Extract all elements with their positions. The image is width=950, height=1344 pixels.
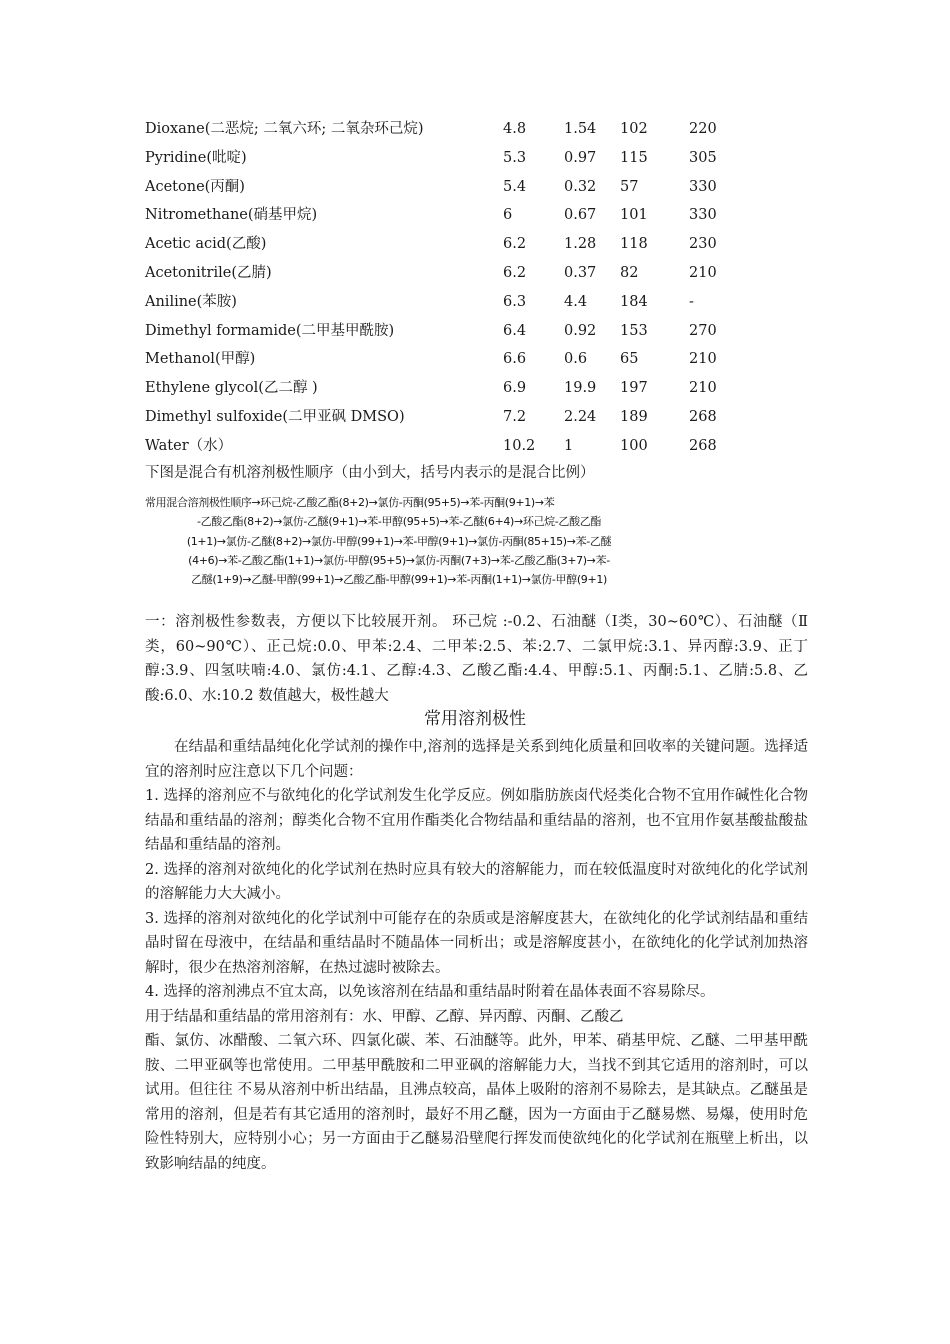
polarity-value: 6.9 <box>503 380 527 397</box>
polarity-value: 4.8 <box>503 121 527 137</box>
uv-cutoff-value: 230 <box>689 236 717 253</box>
point-1-paragraph: 1. 选择的溶剂应不与欲纯化的化学试剂发生化学反应。例如脂肪族卤代烃类化合物不宜用作碱性化合物结晶和重结晶的溶剂；醇类化合物不宜用作酯类化合物结晶和重结晶的溶剂，也不宜用作氨基酸盐酸盐结晶和重结晶的溶剂。 <box>145 788 808 853</box>
solvent-name: Ethylene glycol(乙二醇 ) <box>145 380 318 397</box>
viscosity-value: 0.37 <box>564 264 597 281</box>
polarity-value: 6.4 <box>503 322 527 339</box>
viscosity-value: 0.92 <box>564 322 597 339</box>
solvent-name: Aniline(苯胺) <box>145 293 237 310</box>
section-title: 常用溶剂极性 <box>424 709 526 729</box>
polarity-value: 6 <box>503 207 513 224</box>
solvent-name: Dimethyl formamide(二甲基甲酰胺) <box>145 322 395 339</box>
polarity-value: 7.2 <box>503 408 527 425</box>
mixed-order-line: 乙醚(1+9)→乙醚-甲醇(99+1)→乙酸乙酯-甲醇(99+1)→苯-丙酮(1+1)→氯仿-甲醇(9+1) <box>191 573 607 587</box>
mixed-order-line: (4+6)→苯-乙酸乙酯(1+1)→氯仿-甲醇(95+5)→氯仿-丙酮(7+3)→苯-乙酸乙酯(3+7)→苯- <box>188 553 610 567</box>
boiling-point-value: 197 <box>620 380 648 397</box>
common-solvents-paragraph: 酯、氯仿、冰醋酸、二氧六环、四氯化碳、苯、石油醚等。此外，甲苯、硝基甲烷、乙醚、二甲基甲酰胺、二甲亚砜等也常使用。二甲基甲酰胺和二甲亚砜的溶解能力大，当找不到其它适用的溶剂时，可以试用。但往往 不易从溶剂中析出结晶，且沸点较高，晶体上吸附的溶剂不易除去，是其缺点。乙醚虽是常用的溶剂，但是若有其它适用的溶剂时，最好不用乙醚，因为一方面由于乙醚易燃、易爆，使用时危险性特别大，应特别小心；另一方面由于乙醚易沿壁爬行挥发而使欲纯化的化学试剂在瓶壁上析出，以致影响结晶的纯度。 <box>145 1033 808 1172</box>
polarity-value: 10.2 <box>503 437 536 454</box>
point-4-paragraph: 4. 选择的溶剂沸点不宜太高，以免该溶剂在结晶和重结晶时附着在晶体表面不容易除尽。 <box>145 984 715 1000</box>
uv-cutoff-value: 330 <box>689 178 717 195</box>
solvent-name: Nitromethane(硝基甲烷) <box>145 207 318 224</box>
polarity-parameter-paragraph: 一：溶剂极性参数表，方便以下比较展开剂。 环己烷 :-0.2、石油醚（Ⅰ类，30~60℃）、石油醚（Ⅱ类，60~90℃）、正己烷:0.0、甲苯:2.4、二甲苯:2.5、苯:2.7、二氯甲烷:3.1、异丙醇:3.9、正丁醇:3.9、四氢呋喃:4.0、氯仿:4.1、乙醇:4.3、乙酸乙酯:4.4、甲醇:5.1、丙酮:5.1、乙腈:5.8、乙酸:6.0、水:10.2 数值越大，极性越大 <box>145 614 808 704</box>
solvent-name: Dioxane(二恶烷; 二氧六环; 二氧杂环己烷) <box>145 121 424 137</box>
viscosity-value: 0.67 <box>564 207 597 224</box>
solvent-name: Acetic acid(乙酸) <box>145 236 267 253</box>
polarity-value: 6.3 <box>503 293 527 310</box>
mixed-order-line: (1+1)→氯仿-乙醚(8+2)→氯仿-甲醇(99+1)→苯-甲醇(9+1)→氯仿-丙酮(85+15)→苯-乙醚 <box>186 534 612 548</box>
point-2-paragraph: 2. 选择的溶剂对欲纯化的化学试剂在热时应具有较大的溶解能力，而在较低温度时对欲纯化的化学试剂的溶解能力大大减小。 <box>145 861 808 902</box>
viscosity-value: 1.54 <box>564 121 597 137</box>
uv-cutoff-value: 210 <box>689 380 717 397</box>
polarity-value: 5.4 <box>503 178 527 195</box>
uv-cutoff-value: 330 <box>689 207 717 224</box>
solvent-name: Dimethyl sulfoxide(二甲亚砜 DMSO) <box>145 408 405 425</box>
boiling-point-value: 82 <box>620 264 639 281</box>
mixed-solvent-order-image <box>145 493 653 589</box>
boiling-point-value: 65 <box>620 351 639 368</box>
uv-cutoff-value: 220 <box>689 121 717 137</box>
viscosity-value: 0.97 <box>564 149 597 166</box>
solvent-name: Acetone(丙酮) <box>145 178 245 195</box>
polarity-value: 6.6 <box>503 351 527 368</box>
viscosity-value: 1 <box>564 437 574 454</box>
uv-cutoff-value: 270 <box>689 322 717 339</box>
common-solvents-line: 用于结晶和重结晶的常用溶剂有：水、甲醇、乙醇、异丙醇、丙酮、乙酸乙 <box>145 1008 624 1025</box>
boiling-point-value: 57 <box>620 178 639 195</box>
viscosity-value: 0.6 <box>564 351 588 368</box>
uv-cutoff-value: 305 <box>689 149 717 166</box>
solvent-name: Methanol(甲醇) <box>145 351 256 368</box>
boiling-point-value: 118 <box>620 236 648 253</box>
mixed-order-line: 常用混合溶剂极性顺序→环己烷-乙酸乙酯(8+2)→氯仿-丙酮(95+5)→苯-丙酮(9+1)→苯 <box>145 496 555 509</box>
viscosity-value: 0.32 <box>564 178 597 195</box>
polarity-value: 6.2 <box>503 264 527 281</box>
polarity-value: 6.2 <box>503 236 527 253</box>
intro-paragraph: 在结晶和重结晶纯化化学试剂的操作中,溶剂的选择是关系到纯化质量和回收率的关键问题。选择适宜的溶剂时应注意以下几个问题： <box>145 739 808 780</box>
viscosity-value: 1.28 <box>564 236 597 253</box>
viscosity-value: 19.9 <box>564 380 597 397</box>
boiling-point-value: 101 <box>620 207 648 224</box>
boiling-point-value: 153 <box>620 322 648 339</box>
body-text <box>145 735 808 1176</box>
uv-cutoff-value: - <box>689 293 694 310</box>
mixed-solvent-caption: 下图是混合有机溶剂极性顺序（由小到大，括号内表示的是混合比例） <box>145 465 595 481</box>
uv-cutoff-value: 210 <box>689 351 717 368</box>
viscosity-value: 4.4 <box>564 293 588 310</box>
solvent-name: Water（水） <box>145 437 233 454</box>
polarity-value: 5.3 <box>503 149 527 166</box>
mixed-order-line: -乙酸乙酯(8+2)→氯仿-乙醚(9+1)→苯-甲醇(95+5)→苯-乙醚(6+4)→环己烷-乙酸乙酯 <box>196 515 602 529</box>
boiling-point-value: 184 <box>620 293 648 310</box>
solvent-name: Pyridine(吡啶) <box>145 149 247 166</box>
uv-cutoff-value: 210 <box>689 264 717 281</box>
uv-cutoff-value: 268 <box>689 408 717 425</box>
boiling-point-value: 100 <box>620 437 648 454</box>
point-3-paragraph: 3. 选择的溶剂对欲纯化的化学试剂中可能存在的杂质或是溶解度甚大，在欲纯化的化学试剂结晶和重结晶时留在母液中，在结晶和重结晶时不随晶体一同析出；或是溶解度甚小，在欲纯化的化学试剂加热溶解时，很少在热溶剂溶解，在热过滤时被除去。 <box>145 910 808 976</box>
solvent-name: Acetonitrile(乙腈) <box>145 264 272 281</box>
boiling-point-value: 115 <box>620 149 648 166</box>
viscosity-value: 2.24 <box>564 408 597 425</box>
uv-cutoff-value: 268 <box>689 437 717 454</box>
boiling-point-value: 189 <box>620 408 648 425</box>
boiling-point-value: 102 <box>620 121 648 137</box>
